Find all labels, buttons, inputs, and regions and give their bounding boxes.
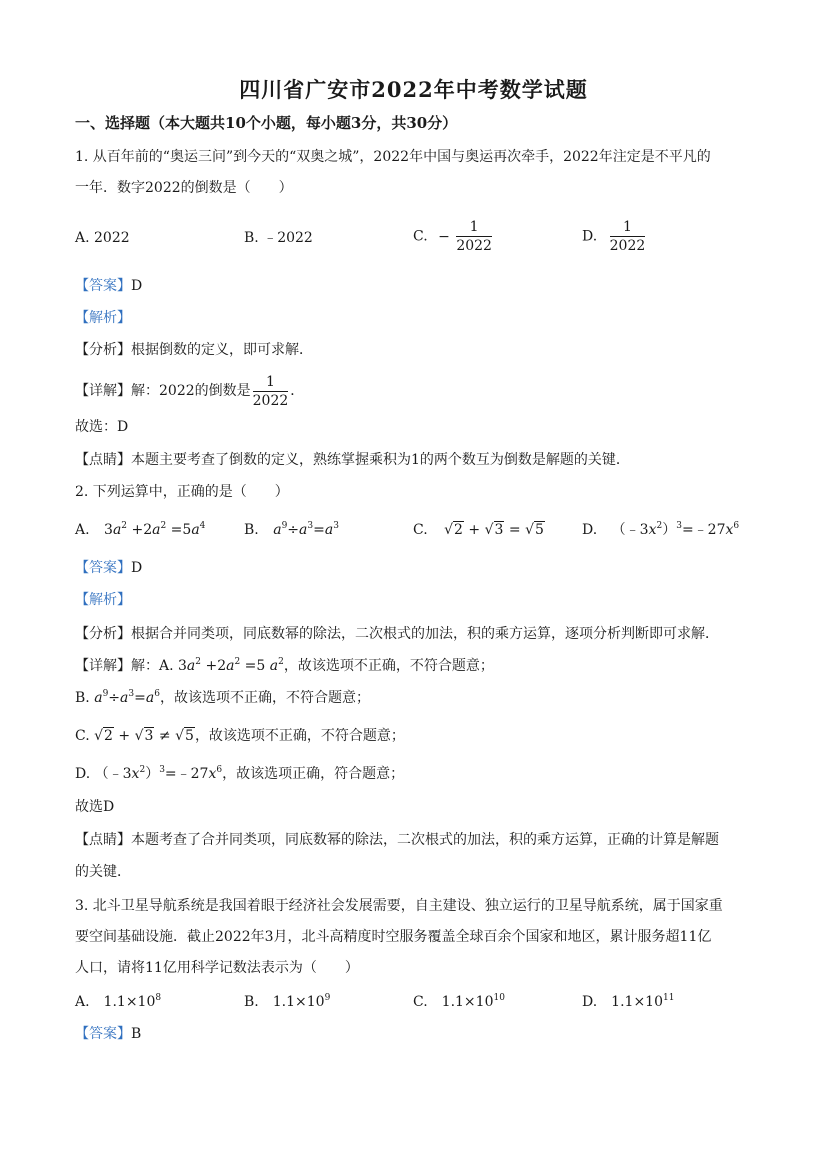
q1-stem-line2: 一年．数字2022的倒数是（ ）: [75, 180, 293, 196]
q1-xiangjie-text: 解：2022的倒数是: [131, 383, 251, 399]
q1-choose: 故选：D: [75, 419, 129, 435]
q2-option-b-label: B.: [244, 522, 259, 538]
q3-option-c-text: C. 1.1×10: [413, 994, 494, 1010]
q1-dianjing: [75, 450, 630, 470]
q2-fenxi-text: 根据合并同类项，同底数幂的除法，二次根式的加法，积的乘方运算，逐项分析判断即可求解．: [131, 626, 719, 642]
fenxi-tag: 【分析】: [75, 626, 131, 642]
q2-xiangjie-prefix: 解：A.: [131, 658, 174, 674]
q1-option-c-numerator: 1: [456, 218, 492, 237]
q1-xiangjie-fraction: [253, 373, 289, 410]
q2-d-prefix: D.: [75, 766, 91, 782]
q2-option-d-label: D.: [582, 522, 598, 538]
q2-xiangjie-d: D. $(﹣3x^2)^3=﹣27x^6$，故该选项正确，符合题意；: [75, 765, 405, 782]
q2-dianjing: [75, 830, 719, 850]
q1-answer-value: D: [131, 278, 143, 294]
q1-answer: [75, 276, 142, 296]
q1-xiangjie-end: ．: [290, 383, 305, 399]
q1-option-d-denominator: 2022: [609, 238, 646, 254]
q2-option-b: [244, 520, 339, 540]
q1-xiangjie-numerator: 1: [253, 373, 289, 392]
q1-option-d: [582, 218, 647, 255]
answer-tag: 【答案】: [75, 278, 131, 294]
answer-tag: 【答案】: [75, 560, 131, 576]
q3-option-b-text: B. 1.1×10: [244, 994, 325, 1010]
q1-option-d-fraction: [610, 218, 646, 255]
q2-choose: 故选D: [75, 799, 115, 815]
q2-d-tail: ，故该选项正确，符合题意；: [222, 766, 405, 782]
q1-xiangjie-denominator: 2022: [252, 392, 289, 409]
q1-option-d-numerator: 1: [610, 218, 646, 237]
fenxi-tag: 【分析】: [75, 342, 131, 358]
dianjing-tag: 【点睛】: [75, 452, 131, 468]
q2-b-prefix: B.: [75, 690, 90, 706]
xiangjie-tag: 【详解】: [75, 658, 131, 674]
q2-option-a-formula: $3a^2 +2a^2 =5a^4$: [104, 521, 206, 538]
q2-stem: 2. 下列运算中，正确的是（ ）: [75, 484, 289, 500]
page-title: 四川省广安市2022年中考数学试题: [239, 77, 588, 102]
q2-option-c: [413, 520, 545, 540]
q1-analysis-tag: 【解析】: [75, 310, 131, 326]
q2-option-d: [582, 520, 739, 540]
q1-xiangjie: [75, 370, 304, 412]
q2-xiangjie-a-tail: ，故该选项不正确，不符合题意；: [283, 658, 494, 674]
q2-option-a: [75, 520, 205, 540]
answer-tag: 【答案】: [75, 1026, 131, 1042]
q1-option-c-label: C.: [413, 228, 428, 245]
q1-option-c-fraction: [456, 218, 492, 255]
q2-xiangjie-c: C. √2 + √3 ≠ √5，故该选项不正确，不符合题意；: [75, 728, 405, 744]
q1-fenxi: [75, 340, 313, 360]
q1-fenxi-text: 根据倒数的定义，即可求解．: [131, 342, 313, 358]
q2-answer: [75, 558, 142, 578]
q2-option-a-label: A.: [75, 522, 90, 538]
q3-option-c-exp: 10: [493, 993, 505, 1003]
q2-c-tail: ，故该选项不正确，不符合题意；: [194, 728, 405, 744]
q1-dianjing-text: 本题主要考查了倒数的定义，熟练掌握乘积为1的两个数互为倒数是解题的关键．: [131, 452, 630, 468]
q3-option-b: [244, 992, 330, 1012]
q1-option-c-sign: −: [438, 228, 450, 245]
q2-xiangjie-b: B. $a^9\div a^3=a^6$，故该选项不正确，不符合题意；: [75, 689, 370, 706]
q2-c-prefix: C.: [75, 728, 90, 744]
q3-option-d-exp: 11: [663, 993, 675, 1003]
q2-dianjing-line2: 的关键．: [75, 864, 131, 880]
q2-fenxi: [75, 624, 719, 644]
q2-option-d-formula: $(﹣3x^2)^3=﹣27x^6$: [611, 521, 740, 538]
q2-answer-value: D: [131, 560, 143, 576]
q3-stem-line3: 人口，请将11亿用科学记数法表示为（ ）: [75, 960, 359, 976]
dianjing-tag: 【点睛】: [75, 832, 131, 848]
q1-option-c: [413, 218, 494, 255]
q1-option-a: A. 2022: [75, 230, 130, 246]
q3-option-c: [413, 992, 505, 1012]
q3-stem-line2: 要空间基础设施．截止2022年3月，北斗高精度时空服务覆盖全球百余个国家和地区，累计服务超11亿: [75, 929, 712, 945]
q2-xiangjie-a: 【详解】解：A. $3a^2 +2a^2 =5$ $a^2$，故该选项不正确，不符合题意；: [75, 657, 494, 674]
q3-option-d: [582, 992, 674, 1012]
q1-stem-line1: 1. 从百年前的“奥运三问”到今天的“双奥之城”，2022年中国与奥运再次牵手，2022年注定是不平凡的: [75, 149, 711, 165]
q2-analysis-tag: 【解析】: [75, 592, 131, 608]
q2-option-c-label: C.: [413, 522, 428, 538]
q3-option-b-exp: 9: [324, 993, 331, 1003]
q2-option-b-formula: $a^9\div a^3=a^3$: [273, 521, 339, 538]
q3-answer-value: B: [131, 1026, 142, 1042]
q1-option-c-denominator: 2022: [456, 238, 492, 254]
q3-option-a-exp: 8: [155, 993, 162, 1003]
q3-stem-line1: 3. 北斗卫星导航系统是我国着眼于经济社会发展需要，自主建设、独立运行的卫星导航系统，属于国家重: [75, 898, 723, 914]
q1-option-d-label: D.: [582, 228, 598, 245]
section-heading: 一、选择题（本大题共10个小题，每小题3分，共30分）: [75, 114, 458, 132]
q1-option-b: B. ﹣2022: [244, 230, 313, 246]
q3-option-a-text: A. 1.1×10: [75, 994, 156, 1010]
q2-option-c-formula: √2 + √3 = √5: [444, 522, 544, 538]
q3-option-a: [75, 992, 161, 1012]
q2-b-tail: ，故该选项不正确，不符合题意；: [159, 690, 370, 706]
q2-dianjing-text: 本题考查了合并同类项，同底数幂的除法，二次根式的加法，积的乘方运算，正确的计算是解题: [131, 832, 719, 848]
q3-answer: [75, 1024, 141, 1044]
xiangjie-tag: 【详解】: [75, 383, 131, 399]
q3-option-d-text: D. 1.1×10: [582, 994, 663, 1010]
